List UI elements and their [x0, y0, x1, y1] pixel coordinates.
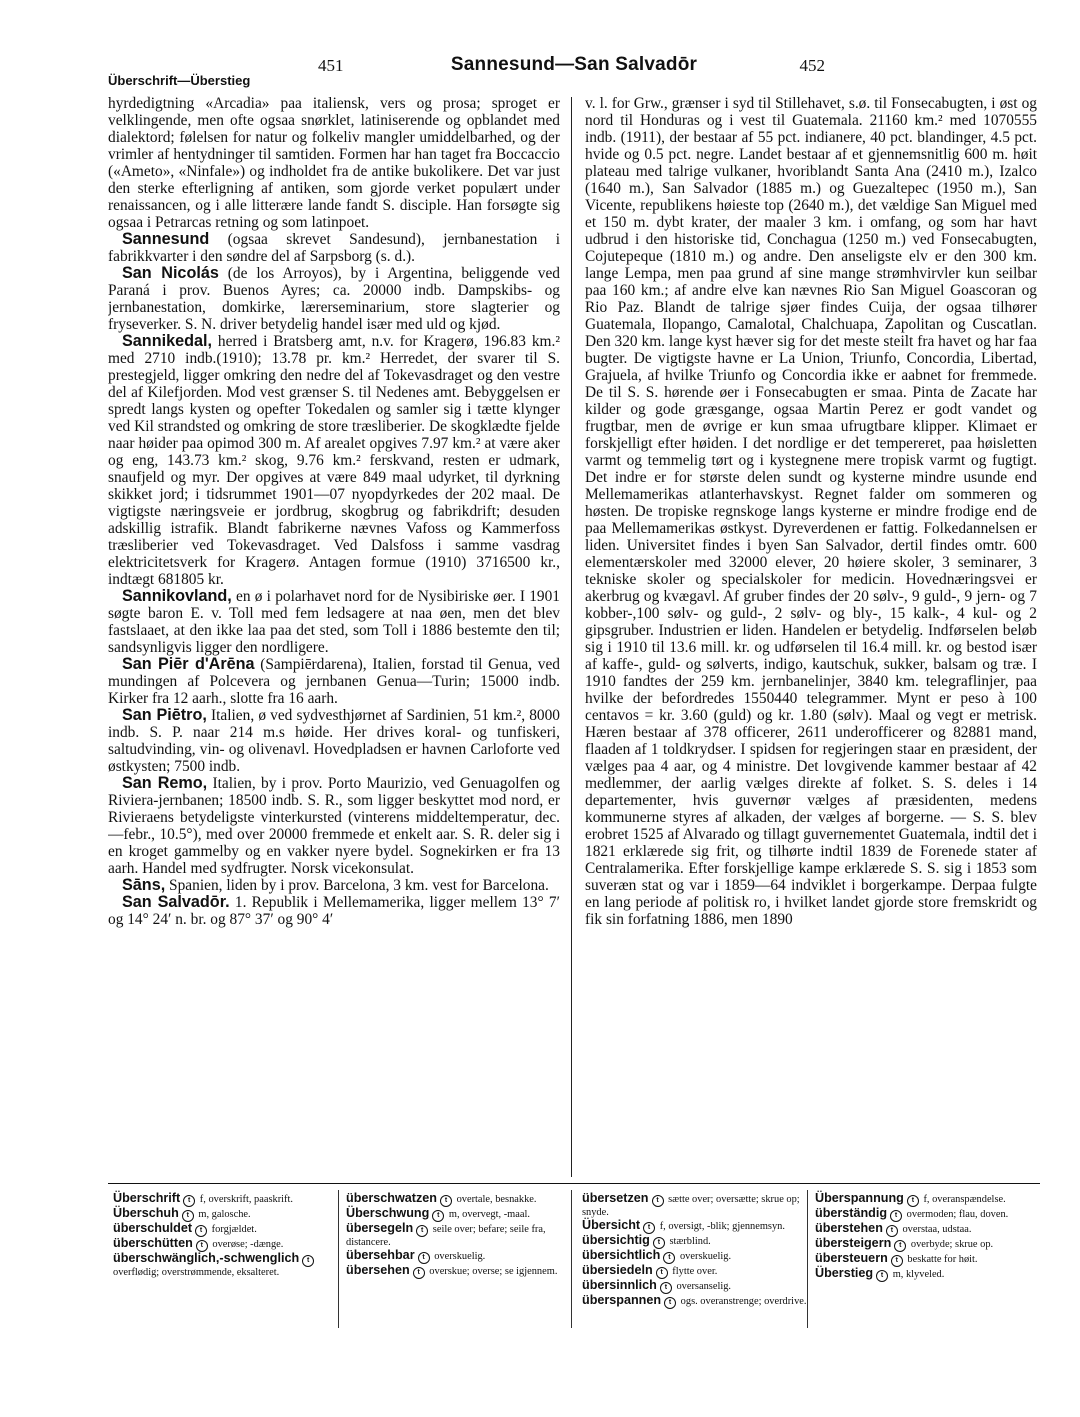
german-letter-mark-icon: t — [663, 1252, 675, 1264]
right-column — [585, 95, 1037, 1180]
entry-headword: San Salvadōr. — [122, 893, 230, 911]
glossary-term: Überstieg — [815, 1266, 874, 1280]
footnote-rule — [108, 1183, 1040, 1184]
glossary-entry — [582, 1294, 810, 1309]
page-number-left: 451 — [318, 56, 344, 75]
german-letter-mark-icon: t — [182, 1210, 194, 1222]
glossary-definition: f, overanspændelse. — [920, 1194, 1006, 1205]
entry-text: (de los Arroyos), by i Argentina, beliggende ved Paraná i prov. Buenos Ayres; ca. 20000 indb. Dampskibs- og jernbanestation, domkirke, lærerseminarium, store slagterier og fryseverker. S. N. driver betydelig handel især med uld og kjød. — [108, 265, 560, 333]
glossary-entry — [346, 1249, 574, 1264]
glossary-definition: overøse; -dænge. — [209, 1239, 284, 1250]
left-column — [108, 95, 560, 1180]
german-letter-mark-icon: t — [196, 1240, 208, 1252]
german-letter-mark-icon: t — [440, 1195, 452, 1207]
glossary-entry — [346, 1192, 574, 1207]
glossary-definition: m, overvegt, -maal. — [446, 1209, 530, 1220]
glossary-term: übersetzen — [582, 1191, 649, 1205]
glossary-divider — [807, 1190, 808, 1328]
entry-text: Italien, by i prov. Porto Maurizio, ved Genuagolfen og Riviera-jernbanen; 18500 indb. S. R., som ligger beskyttet mod nord, er Rivieraens betydeligste vinterkursted (vinterens middeltemperatur, dec.—febr., 10.5°), med over 20000 fremmede et enkelt aar. S. R. deler sig i en kroget gammelby og en vakker nyere bydel. Sognekirken er fra 13 aarh. Handel med sydfrugter. Norsk vicekonsulat. — [108, 775, 560, 877]
german-letter-mark-icon: t — [653, 1237, 665, 1249]
glossary-definition: m, galosche. — [195, 1209, 251, 1220]
german-letter-mark-icon: t — [183, 1195, 195, 1207]
running-title: Sannesund—San Salvadōr — [450, 54, 698, 75]
glossary-entry — [346, 1222, 574, 1249]
entry-text: (Sampiērdarena), Italien, forstad til Genua, ved mundingen af Polcevera og jernbanen Genua—Turin; 15000 indb. Kirker fra 12 aarh., slotte fra 16 aarh. — [108, 656, 560, 707]
glossary-definition: flytte over. — [669, 1266, 718, 1278]
glossary-term: Überspannung — [815, 1191, 904, 1205]
glossary-entry — [815, 1192, 1043, 1207]
glossary-definition: sætte over; oversætte; skrue op; snyde. — [582, 1194, 800, 1218]
glossary-term: übersinnlich — [582, 1278, 657, 1293]
glossary-definition: stærblind. — [666, 1236, 711, 1248]
german-letter-mark-icon: t — [894, 1240, 906, 1252]
glossary-term: überschuldet — [113, 1221, 193, 1235]
glossary-term: übersichtig — [582, 1233, 650, 1248]
glossary-entry — [815, 1207, 1043, 1222]
glossary-entry — [815, 1237, 1043, 1252]
glossary-definition: overstaa, udstaa. — [899, 1224, 972, 1235]
column-divider — [571, 97, 572, 1177]
glossary-term: Übersicht — [582, 1218, 641, 1233]
glossary-column-4 — [815, 1192, 1043, 1282]
glossary-column-1 — [113, 1192, 341, 1279]
german-letter-mark-icon: t — [418, 1252, 430, 1264]
german-letter-mark-icon: t — [891, 1255, 903, 1267]
glossary-term: übersteigern — [815, 1236, 892, 1250]
glossary-term: übersehen — [346, 1263, 410, 1278]
glossary-divider — [571, 1190, 572, 1328]
dictionary-entry — [108, 775, 560, 877]
glossary-definition: m, klyveled. — [890, 1269, 945, 1280]
german-letter-mark-icon: t — [652, 1195, 664, 1207]
glossary-definition: f, oversigt, -blik; gjennemsyn. — [657, 1221, 785, 1233]
dictionary-entry — [108, 588, 560, 656]
glossary-definition: overskuelig. — [677, 1251, 732, 1263]
entry-headword: San Piēr d'Arēna — [122, 655, 255, 673]
glossary-entry — [582, 1249, 810, 1264]
glossary-definition: f, overskrift, paaskrift. — [197, 1194, 293, 1205]
entry-headword: San Nicolás — [122, 264, 219, 282]
german-letter-mark-icon: t — [664, 1297, 676, 1309]
glossary-entry — [582, 1234, 810, 1249]
glossary-definition: overskue; overse; se igjennem. — [426, 1266, 558, 1278]
dictionary-entry — [108, 231, 560, 265]
german-letter-mark-icon: t — [432, 1210, 444, 1222]
german-letter-mark-icon: t — [656, 1267, 668, 1279]
german-letter-mark-icon: t — [413, 1267, 425, 1279]
german-letter-mark-icon: t — [876, 1270, 888, 1282]
glossary-column-2 — [346, 1192, 574, 1279]
glossary-definition: beskatte for høit. — [904, 1254, 978, 1265]
entry-text: en ø i polarhavet nord for de Nysibiriske øer. I 1901 søgte baron E. v. Toll med fem ledsagere at naa øen, men det blev fastslaaet, at den ikke laa paa det sted, som Toll i 1886 bestemte den til; sandsynligvis ligger den nordligere. — [108, 588, 560, 656]
glossary-entry — [582, 1264, 810, 1279]
glossary-term: übersichtlich — [582, 1248, 661, 1263]
glossary-term: überspannen — [582, 1293, 662, 1308]
glossary-entry — [113, 1252, 341, 1279]
glossary-definition: oversanselig. — [673, 1281, 732, 1293]
glossary-definition: overflødig; overstrømmende, eksalteret. — [113, 1267, 280, 1278]
glossary-column-3 — [582, 1192, 810, 1309]
glossary-term: Überschwung — [346, 1206, 430, 1220]
glossary-entry — [582, 1279, 810, 1294]
glossary-divider — [338, 1190, 339, 1328]
glossary-term: übersiedeln — [582, 1263, 653, 1278]
glossary-entry — [582, 1192, 810, 1219]
glossary-definition: seile over; befare; seile fra, distancere. — [346, 1224, 546, 1248]
entry-text: Spanien, liden by i prov. Barcelona, 3 km. vest for Barcelona. — [165, 877, 549, 894]
entry-text: v. l. for Grw., grænser i syd til Stillehavet, s.ø. til Fonsecabugten, i øst og nord til Honduras og i vest til Guatemala. 21160 km.² med 1070555 indb. (1911), der bestaar af 55 pct. indianere, 40 pct. blandinger, 4.5 pct. hvide og 0.5 pct. negre. Landet bestaar af et gjennemsnitlig 600 m. høit plateau med talrige vulkaner, hvoriblandt Santa Ana (2410 m.), Izalco (1640 m.), San Salvador (1885 m.) og Guezaltepec (1950 m.), San Vicente, republikens høieste top (2640 m.), det vældige San Miguel med et 150 m. dybt krater, der maaler 3 km. i omfang, og som har havt udbrud i den historiske tid, Conchagua (1250 m.) ved Fonsecabugten, Cojutepeque (1810 m.) og andre. Den anseligste elv er den 300 km. lange Lempa, men paa grund af sine mange strømhvirvler kun seilbar paa 160 km.; af andre elve kan nævnes Rio San Miguel Goascoran og Rio Paz. Blandt de talrige sjøer findes Cuija, der ogsaa tilhører Guatemala, Ilopango, Camalotal, Chalchuapa, Zapolitan og Cuscatlan. Den 320 km. lange kyst hæver sig for det meste steilt fra havet og har faa bugter. De vigtigste havne er La Union, Triunfo, Concordia, Libertad, Grajuela, af hvilke Triunfo og Concordia ikke er aabnet for fremmede. De til S. S. hørende øer i Fonsecabugten er smaa. Pinta de Zacate har kilder og gode græsgange, ogsaa Martin Perez er godt vandet og frugtbar, men de øvrige er kun smaa ufrugtbare klipper. Klimaet er forskjelligt efter høiden. I det nordlige er det tempereret, paa høisletten varmt og temmelig tørt og i kystegnene mere tropisk varmt og fugtigt. Det indre er for største delen sundt og kysterne mindre usunde end Mellemamerikas atlanterhavskyst. Regnet falder om sommeren og høsten. De tropiske regnskoge langs kysterne er mindre frodige end de paa Mellemamerikas østkyst. Dyreverdenen er fattig. Folkedannelsen er liden. Universitet findes i byen San Salvador, dertil findes omtr. 600 elementærskoler med 32000 elever, 20 høiere skoler, 3 seminarer, 3 tekniske skoler og specialskoler for medicin. Hovednæringsvei er akerbrug og kvægavl. Af gruber findes der 20 sølv-, 9 guld-, 9 jern- og 7 kobber-,100 sølv- og guld-, 2 sølv- og bly-, 15 kalk-, 4 kul- og 2 gipsgruber. Industrien er liden. Handelen er betydelig. Indførselen beløb sig i 1910 til 13.6 mill. kr. og udførselen til 16.4 mill. kr. og bestod især af kaffe-, guld- og sølverts, indigo, kautschuk, sukker, balsam og træ. I 1910 fandtes der 259 km. jernbanelinjer, 3840 km. telegraflinjer, paa hvilke der befordredes 1550440 telegrammer. Mynt er peso à 100 centavos = kr. 3.60 (guld) og kr. 1.80 (sølv). Maal og vegt er metrisk. Hæren bestaar af 378 officerer, 2611 underofficerer og 82881 mand, flaaden af 1 toldkrydser. I spidsen for regjeringen staar en præsident, der vælges paa 4 aar, og 4 ministre. Det lovgivende kammer bestaar af 42 medlemmer, der aarlig vælges direkte af folket. S. S. deles i 14 departementer, hvis guvernør vælges af præsidenten, medens kommunerne styres af alkaden, der vælges af borgerne. — S. S. blev erobret 1525 af Alvarado og tillagt guvernementet Guatemala, indtil det i 1821 erklærede sig frit, og tilhørte indtil 1839 de Forenede stater af Centralamerika. Efter forskjellige kampe erklærede S. S. sig i 1853 som suveræn stat og var i 1859—64 indviklet i borgerkampe. Derpaa fulgte en lang periode af politisk ro, i hvilket landet gjorde store fremskridt og fik sin forfatning 1886, men 1890 — [585, 95, 1037, 928]
glossary-definition: ogs. overanstrenge; overdrive. — [678, 1296, 807, 1308]
glossary-term: übersehbar — [346, 1248, 415, 1263]
entry-headword: Sāns, — [122, 876, 166, 894]
entry-text: (ogsaa skrevet Sandesund), jernbanestation i fabrikkvarter i den søndre del af Sarpsborg (s. d.). — [108, 231, 560, 265]
glossary-term: Überschuh — [113, 1206, 179, 1220]
page-number-right: 452 — [799, 56, 825, 75]
glossary-entry — [113, 1222, 341, 1237]
entry-continuation — [585, 95, 1037, 928]
german-letter-mark-icon: t — [886, 1225, 898, 1237]
entry-text: hyrdedigtning «Arcadia» paa italiensk, vers og prosa; sproget er velklingende, men ofte ogsaa snørklet, latiniserende og opblandet med dialektord; følelsen for natur og folkeliv mangler umiddelbarhed, og der vrimler af hentydninger til samtiden. Formen har han taget fra Boccaccio («Ameto», «Ninfale») og indholdet fra de antike bukolikere. Det var just den sterke efterligning af antiken, som gjorde verket populært under renaissancen, og i alle litterære lande fandt S. disciple. Han forsøgte sig ogsaa i Petrarcas retning og som latinpoet. — [108, 95, 560, 231]
glossary-definition: forgjældet. — [209, 1224, 257, 1235]
german-letter-mark-icon: t — [643, 1222, 655, 1234]
german-letter-mark-icon: t — [416, 1225, 428, 1237]
glossary-definition: overskuelig. — [431, 1251, 486, 1263]
glossary-entry — [346, 1264, 574, 1279]
glossary-term: überstehen — [815, 1221, 883, 1235]
entry-text: Italien, ø ved sydvesthjørnet af Sardinien, 51 km.², 8000 indb. S. P. naar 214 m.s høide. Her drives koral- og tunfiskeri, saltudvinding, vin- og olivenavl. Hovedpladsen er havnen Carloforte ved østkysten; 7500 indb. — [108, 707, 560, 775]
german-letter-mark-icon: t — [907, 1195, 919, 1207]
dictionary-entry — [108, 877, 560, 894]
dictionary-entry — [108, 333, 560, 588]
glossary-entry — [815, 1267, 1043, 1282]
entry-headword: San Piētro, — [122, 706, 207, 724]
german-letter-mark-icon: t — [195, 1225, 207, 1237]
glossary-term: übersteuern — [815, 1251, 888, 1265]
dictionary-entry — [108, 656, 560, 707]
glossary-term: überschwatzen — [346, 1191, 437, 1205]
entry-headword: San Remo, — [122, 774, 208, 792]
dictionary-entry — [108, 265, 560, 333]
glossary-term: Überschrift — [113, 1191, 181, 1205]
entry-continuation — [108, 95, 560, 231]
german-letter-mark-icon: t — [302, 1255, 314, 1267]
glossary-term: überschütten — [113, 1236, 193, 1250]
glossary-entry — [113, 1192, 341, 1207]
entry-text: 1. Republik i Mellemamerika, ligger mellem 13° 7′ og 14° 24′ n. br. og 87° 37′ og 90° 4′ — [108, 894, 560, 928]
glossary-definition: overbyde; skrue op. — [908, 1239, 994, 1250]
glossary-term: überständig — [815, 1206, 888, 1220]
entry-text: herred i Bratsberg amt, n.v. for Kragerø, 196.83 km.² med 2710 indb.(1910); 13.78 pr. km.² Herredet, der svarer til S. prestegjeld, ligger omkring den nedre del af Tokevasdraget og den vestre del af Kilefjorden. Mod vest grænser S. til Nedenes amt. Bebyggelsen er spredt langs kysten og opefter Tokedalen og samler sig i tætte klynger ved Kil strandsted og omkring de store træsliberier. De skogklædte fjelde naar høider paa opimod 300 m. Af arealet opgives 7.97 km.² at være aker og eng, 143.73 km.² skog, 9.76 km.² ferskvand, resten er udmark, snaufjeld og myr. Der opgives at være 849 maal udyrket, til dyrkning skikket jord; i tidsrummet 1901—07 nyopdyrkedes der 202 maal. De vigtigste næringsveie er jordbrug, skogbrug og fabrikdrift; desuden adskillig istrafik. Blandt fabrikerne nævnes Vafoss og Kammerfoss træsliberier ved Tokevasdraget. Ved Dalsfoss i samme vasdrag elektricitetsverk for Kragerø. Antagen formue (1910) 3716500 kr., indtægt 681805 kr. — [108, 333, 560, 588]
glossary-entry — [113, 1207, 341, 1222]
german-letter-mark-icon: t — [660, 1282, 672, 1294]
glossary-entry — [815, 1222, 1043, 1237]
entry-headword: Sannesund — [122, 230, 210, 248]
glossary-entry — [815, 1252, 1043, 1267]
entry-headword: Sannikovland, — [122, 587, 232, 605]
glossary-definition: overtale, besnakke. — [453, 1194, 537, 1205]
glossary-catchword: Überschrift—Überstieg — [108, 73, 251, 88]
dictionary-entry — [108, 894, 560, 928]
german-letter-mark-icon: t — [890, 1210, 902, 1222]
glossary-definition: overmoden; flau, doven. — [904, 1209, 1009, 1220]
glossary-entry — [346, 1207, 574, 1222]
glossary-term: übersegeln — [346, 1221, 414, 1235]
entry-headword: Sannikedal, — [122, 332, 212, 350]
glossary-entry — [113, 1237, 341, 1252]
dictionary-entry — [108, 707, 560, 775]
glossary-term: überschwänglich,-schwenglich — [113, 1251, 300, 1265]
glossary-entry — [582, 1219, 810, 1234]
